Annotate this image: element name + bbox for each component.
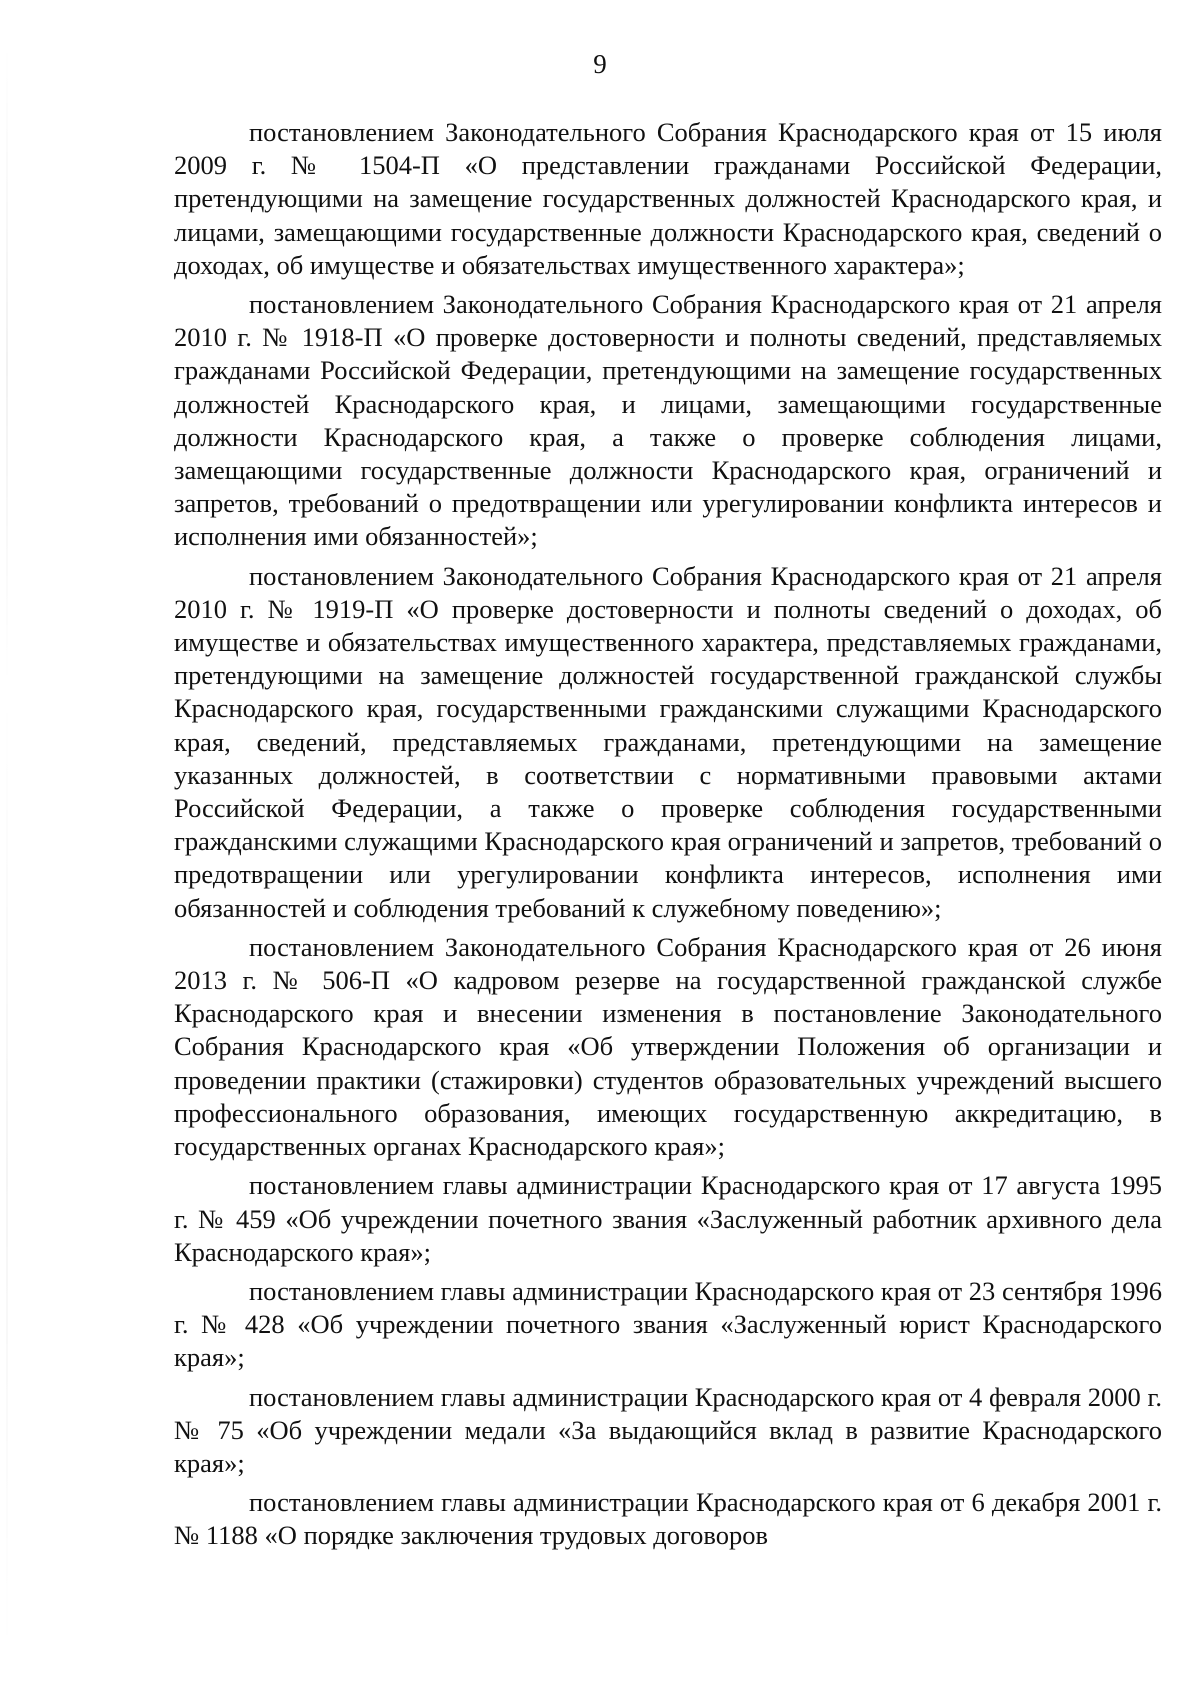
paragraph-1918p: постановлением Законодательного Собрания Краснодарского края от 21 апреля 2010 г. № 1918-П «О проверке достоверности и полноты сведений, представляемых гражданами Российской Федерации, претендующими на замещение государственных должностей Краснодарского края, и лицами, замещающими государственные должности Краснодарского края, а также о проверке соблюдения лицами, замещающими государственные должности Краснодарского края, ограничений и запретов, требований о предотвращении или урегулировании конфликта интересов и исполнения ими обязанностей»; (174, 289, 1162, 552)
paragraph-75: постановлением главы администрации Краснодарского края от 4 февраля 2000 г. № 75 «Об учреждении медали «За выдающийся вклад в развитие Краснодарского края»; (174, 1381, 1162, 1478)
paragraph-1504p: постановлением Законодательного Собрания Краснодарского края от 15 июля 2009 г. № 1504-П «О представлении гражданами Российской Федерации, претендующими на замещение государственных должностей Краснодарского края, и лицами, замещающими государственные должности Краснодарского края, сведений о доходах, об имуществе и обязательствах имущественного характера»; (174, 117, 1162, 280)
scan-edge-shadow (6, 40, 8, 1660)
paragraph-459: постановлением главы администрации Краснодарского края от 17 августа 1995 г. № 459 «Об учреждении почетного звания «Заслуженный работник архивного дела Краснодарского края»; (174, 1170, 1162, 1267)
paragraph-506p: постановлением Законодательного Собрания Краснодарского края от 26 июня 2013 г. № 506-П «О кадровом резерве на государственной гражданской службе Краснодарского края и внесении изменения в постановление Законодательного Собрания Краснодарского края «Об утверждении Положения об организации и проведении практики (стажировки) студентов образовательных учреждений высшего профессионального образования, имеющих государственную аккредитацию, в государственных органах Краснодарского края»; (174, 931, 1162, 1162)
paragraph-1188: постановлением главы администрации Краснодарского края от 6 декабря 2001 г. № 1188 «О порядке заключения трудовых договоров (174, 1487, 1162, 1551)
page-number: 9 (593, 49, 607, 79)
document-body (174, 116, 1162, 1559)
paragraph-1919p: постановлением Законодательного Собрания Краснодарского края от 21 апреля 2010 г. № 1919-П «О проверке достоверности и полноты сведений о доходах, об имуществе и обязательствах имущественного характера, представляемых гражданами, претендующими на замещение должностей государственной гражданской службы Краснодарского края, государственными гражданскими служащими Краснодарского края, сведений, представляемых гражданами, претендующими на замещение указанных должностей, в соответствии с нормативными правовыми актами Российской Федерации, а также о проверке соблюдения государственными гражданскими служащими Краснодарского края ограничений и запретов, требований о предотвращении или урегулировании конфликта интересов, исполнения ими обязанностей и соблюдения требований к служебному поведению»; (174, 560, 1162, 923)
paragraph-428: постановлением главы администрации Краснодарского края от 23 сентября 1996 г. № 428 «Об учреждении почетного звания «Заслуженный юрист Краснодарского края»; (174, 1275, 1162, 1373)
